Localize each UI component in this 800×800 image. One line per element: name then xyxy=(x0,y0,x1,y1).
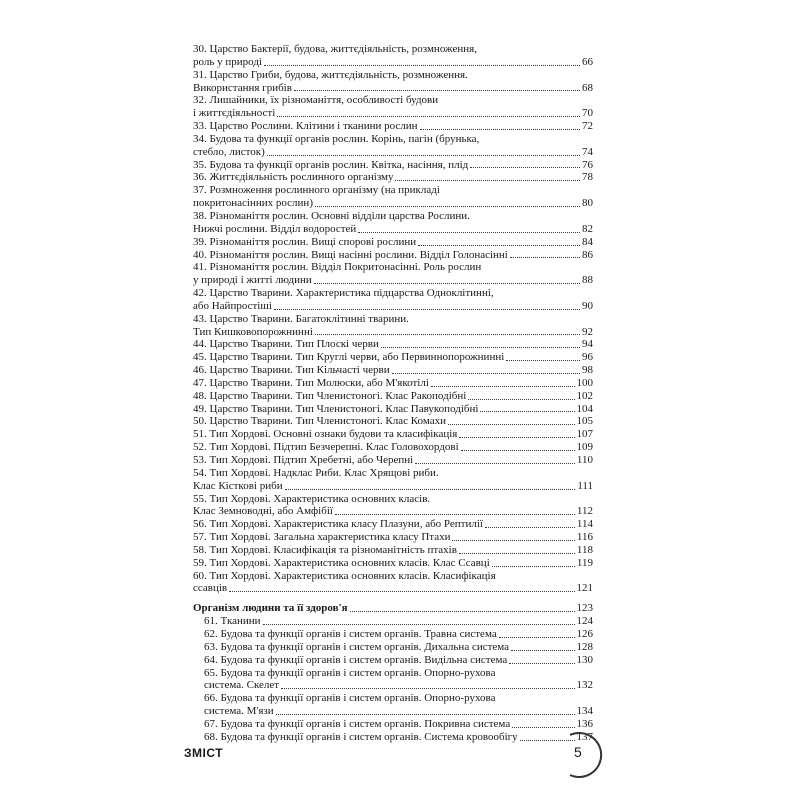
toc-entry-title: 49. Царство Тварини. Тип Членистоногі. Клас Павукоподібні xyxy=(193,402,479,415)
dot-leader xyxy=(418,244,580,246)
table-of-contents xyxy=(193,43,593,744)
toc-entry-title: 50. Царство Тварини. Тип Членистоногі. Клас Комахи xyxy=(193,415,446,428)
toc-entry-title: 32. Лишайники, їх різноманіття, особливості будови xyxy=(193,94,439,107)
toc-entry-line xyxy=(193,287,593,300)
toc-entry xyxy=(193,557,593,570)
toc-entry xyxy=(193,628,593,641)
toc-entry-page: 111 xyxy=(577,479,593,492)
toc-entry-page: 107 xyxy=(576,428,593,441)
toc-entry-line xyxy=(193,654,593,667)
toc-entry xyxy=(193,249,593,262)
toc-entry-page: 137 xyxy=(576,730,593,743)
toc-entry-title: 63. Будова та функції органів і систем органів. Дихальна система xyxy=(204,640,510,653)
toc-entry-page: 109 xyxy=(576,441,593,454)
dot-leader xyxy=(358,231,580,233)
dot-leader xyxy=(448,423,575,425)
toc-entry-line xyxy=(193,146,593,159)
toc-entry xyxy=(193,184,593,210)
dot-leader xyxy=(420,128,580,130)
toc-entry xyxy=(193,570,593,596)
dot-leader xyxy=(395,179,580,181)
toc-entry-line xyxy=(193,731,593,744)
toc-entry-title: 39. Різноманіття рослин. Вищі спорові рослини xyxy=(193,235,417,248)
toc-entry-page: 116 xyxy=(576,531,593,544)
toc-entry-page: 130 xyxy=(576,653,593,666)
toc-entry xyxy=(193,731,593,744)
toc-entry-title: 40. Різноманіття рослин. Вищі насінні рослини. Відділ Голонасінні xyxy=(193,248,508,261)
toc-entry-title: стебло, листок) xyxy=(193,145,265,158)
toc-entry-line xyxy=(193,133,593,146)
toc-entry-line xyxy=(193,159,593,172)
dot-leader xyxy=(470,166,580,168)
toc-entry-line xyxy=(193,171,593,184)
toc-entry-title: 36. Життєдіяльність рослинного організму xyxy=(193,171,394,184)
toc-entry-line xyxy=(193,718,593,731)
toc-entry-title: покритонасінних рослин) xyxy=(193,197,313,210)
toc-entry-page: 86 xyxy=(582,248,593,261)
dot-leader xyxy=(485,526,575,528)
toc-entry-page: 124 xyxy=(576,615,593,628)
toc-entry-title: 56. Тип Хордові. Характеристика класу Плазуни, або Рептилії xyxy=(193,518,483,531)
toc-entry xyxy=(193,403,593,416)
toc-entry xyxy=(193,159,593,172)
toc-entry-title: Використання грибів xyxy=(193,81,292,94)
dot-leader xyxy=(509,662,574,664)
toc-entry-line xyxy=(193,56,593,69)
toc-entry xyxy=(193,493,593,519)
toc-entry-title: 38. Різноманіття рослин. Основні відділи царства Рослини. xyxy=(193,209,470,222)
toc-entry-title: у природі і житті людини xyxy=(193,274,312,287)
dot-leader xyxy=(264,64,580,66)
dot-leader xyxy=(267,154,580,156)
dot-leader xyxy=(461,449,575,451)
toc-entry xyxy=(193,390,593,403)
dot-leader xyxy=(459,552,575,554)
toc-entry-title: 41. Різноманіття рослин. Відділ Покритонасінні. Роль рослин xyxy=(193,261,482,274)
toc-entry-title: 43. Царство Тварини. Багатоклітинні тварини. xyxy=(193,312,409,325)
toc-entry-title: 42. Царство Тварини. Характеристика підцарства Одноклітинні, xyxy=(193,287,494,300)
dot-leader xyxy=(510,256,580,258)
toc-entry-line xyxy=(193,692,593,705)
dot-leader xyxy=(415,462,575,464)
toc-section-heading xyxy=(193,602,593,615)
toc-entry-page: 74 xyxy=(582,145,593,158)
toc-entry xyxy=(193,171,593,184)
toc-entry-line xyxy=(193,705,593,718)
toc-entry-line xyxy=(193,223,593,236)
toc-entry xyxy=(193,467,593,493)
toc-entry-line xyxy=(193,467,593,480)
toc-entry xyxy=(193,692,593,718)
dot-leader xyxy=(315,205,580,207)
toc-entry-title: або Найпростіші xyxy=(193,299,272,312)
toc-entry-title: система. Скелет xyxy=(204,679,280,692)
toc-entry-line xyxy=(193,679,593,692)
dot-leader xyxy=(276,713,575,715)
toc-entry-line xyxy=(193,628,593,641)
toc-entry-page: 68 xyxy=(582,81,593,94)
toc-entry-line xyxy=(193,120,593,133)
toc-entry-line xyxy=(193,82,593,95)
toc-entry-title: 35. Будова та функції органів рослин. Квітка, насіння, плід xyxy=(193,158,469,171)
toc-entry-title: 53. Тип Хордові. Підтип Хребетні, або Черепні xyxy=(193,454,414,466)
toc-entry-line xyxy=(193,428,593,441)
dot-leader xyxy=(392,372,580,374)
toc-entry-title: 52. Тип Хордові. Підтип Безчерепні. Клас Головохордові xyxy=(193,441,459,454)
toc-entry-page: 80 xyxy=(582,197,593,210)
toc-entry-page: 118 xyxy=(576,543,593,556)
toc-entry-line xyxy=(193,326,593,339)
toc-entry-line xyxy=(193,390,593,403)
toc-entry-title: 44. Царство Тварини. Тип Плоскі черви xyxy=(193,338,379,351)
dot-leader xyxy=(499,636,575,638)
toc-entry-page: 88 xyxy=(582,274,593,287)
toc-entry-line xyxy=(193,94,593,107)
toc-entry-line xyxy=(193,210,593,223)
section-title: Організм людини та її здоров'я xyxy=(193,602,348,615)
toc-entry-title: 48. Царство Тварини. Тип Членистоногі. Клас Ракоподібні xyxy=(193,389,467,402)
toc-entry-title: Нижчі рослини. Відділ водоростей xyxy=(193,222,357,235)
dot-leader xyxy=(431,385,575,387)
toc-entry xyxy=(193,544,593,557)
toc-entry xyxy=(193,531,593,544)
dot-leader xyxy=(468,398,574,400)
toc-entry-page: 70 xyxy=(582,107,593,120)
toc-entry-page: 128 xyxy=(576,640,593,653)
footer-section-label: ЗМІСТ xyxy=(184,746,224,760)
toc-entry-page: 96 xyxy=(582,351,593,364)
toc-entry-page: 126 xyxy=(576,627,593,640)
toc-entry-page: 102 xyxy=(576,389,593,402)
toc-entry xyxy=(193,351,593,364)
dot-leader xyxy=(294,89,580,91)
toc-entry xyxy=(193,441,593,454)
dot-leader xyxy=(459,436,574,438)
toc-entry-line xyxy=(193,415,593,428)
toc-entry-title: 54. Тип Хордові. Надклас Риби. Клас Хрящові риби. xyxy=(193,466,439,479)
toc-entry-title: 51. Тип Хордові. Основні ознаки будови та класифікація xyxy=(193,428,458,441)
toc-entry xyxy=(193,210,593,236)
toc-entry-title: 61. Тканини xyxy=(204,615,261,628)
toc-entry-line xyxy=(193,300,593,313)
toc-entry-page: 82 xyxy=(582,222,593,235)
toc-entry-title: Клас Земноводні, або Амфібії xyxy=(193,505,333,518)
toc-entry-line xyxy=(193,351,593,364)
toc-entry-title: система. М'язи xyxy=(204,705,274,718)
toc-entry xyxy=(193,654,593,667)
toc-entry xyxy=(193,377,593,390)
toc-entry-page: 119 xyxy=(576,556,593,569)
toc-entry xyxy=(193,518,593,531)
section-page: 123 xyxy=(576,602,593,615)
toc-entry-line xyxy=(193,641,593,654)
toc-entry-line xyxy=(193,505,593,518)
toc-entry-page: 76 xyxy=(582,158,593,171)
toc-entry-line xyxy=(193,531,593,544)
dot-leader xyxy=(229,590,574,592)
toc-entry-page: 100 xyxy=(576,376,593,389)
page-number-arc-decoration xyxy=(560,730,610,780)
toc-entry-page: 110 xyxy=(576,454,593,466)
page-number: 5 xyxy=(574,744,582,760)
toc-entry-page: 112 xyxy=(576,505,593,518)
toc-entry-line xyxy=(193,454,593,467)
toc-entry-title: 46. Царство Тварини. Тип Кільчасті черви xyxy=(193,364,390,377)
toc-entry xyxy=(193,261,593,287)
toc-entry-line xyxy=(193,236,593,249)
toc-entry-page: 66 xyxy=(582,55,593,68)
toc-entry-title: 59. Тип Хордові. Характеристика основних класів. Клас Ссавці xyxy=(193,556,490,569)
toc-entry xyxy=(193,43,593,69)
toc-entry-page: 92 xyxy=(582,325,593,338)
dot-leader xyxy=(314,282,580,284)
toc-entry-title: 30. Царство Бактерії, будова, життєдіяльність, розмноження, xyxy=(193,43,477,55)
toc-entry xyxy=(193,120,593,133)
toc-entry-line xyxy=(193,480,593,493)
dot-leader xyxy=(506,359,580,361)
dot-leader xyxy=(263,623,575,625)
toc-entry-line xyxy=(193,313,593,326)
toc-entry-line xyxy=(193,69,593,82)
toc-entry-title: 62. Будова та функції органів і систем органів. Травна система xyxy=(204,627,497,640)
toc-entry-title: 68. Будова та функції органів і систем органів. Система кровообігу xyxy=(204,730,518,743)
toc-entry-title: 37. Розмноження рослинного організму (на прикладі xyxy=(193,184,440,197)
dot-leader xyxy=(277,115,580,117)
toc-entry-page: 78 xyxy=(582,171,593,184)
toc-entry-title: ссавців xyxy=(193,582,228,595)
toc-entry-line xyxy=(193,615,593,628)
toc-entry-page: 72 xyxy=(582,120,593,133)
dot-leader xyxy=(274,308,580,310)
toc-entry xyxy=(193,69,593,95)
dot-leader xyxy=(315,333,580,335)
toc-entry-line xyxy=(193,570,593,583)
toc-entry-line xyxy=(193,274,593,287)
toc-entry xyxy=(193,133,593,159)
dot-leader xyxy=(480,410,574,412)
toc-entry-line xyxy=(193,377,593,390)
toc-entry-page: 104 xyxy=(576,402,593,415)
toc-entry xyxy=(193,667,593,693)
toc-entry-line xyxy=(193,518,593,531)
toc-entry-title: 66. Будова та функції органів і систем органів. Опорно-рухова xyxy=(204,692,496,705)
toc-entry-title: 55. Тип Хордові. Характеристика основних класів. xyxy=(193,492,431,505)
toc-entry-page: 121 xyxy=(576,582,593,595)
toc-entry xyxy=(193,287,593,313)
toc-entry-line xyxy=(193,197,593,210)
toc-entry-title: 60. Тип Хордові. Характеристика основних класів. Класифікація xyxy=(193,569,496,582)
toc-entry-title: 67. Будова та функції органів і систем органів. Покривна система xyxy=(204,717,511,730)
toc-entry-title: Клас Кісткові риби xyxy=(193,479,283,492)
toc-entry xyxy=(193,364,593,377)
toc-entry-line xyxy=(193,261,593,274)
toc-entry-line xyxy=(193,249,593,262)
toc-entry-line xyxy=(193,667,593,680)
dot-leader xyxy=(512,726,574,728)
toc-entry-title: і життєдіяльності xyxy=(193,107,276,120)
dot-leader xyxy=(452,539,574,541)
toc-entry xyxy=(193,718,593,731)
toc-entry-page: 136 xyxy=(576,717,593,730)
toc-entry-line xyxy=(193,107,593,120)
dot-leader xyxy=(381,346,580,348)
toc-entry-title: 31. Царство Гриби, будова, життєдіяльність, розмноження. xyxy=(193,68,468,81)
toc-entry-page: 105 xyxy=(576,415,593,428)
toc-entry xyxy=(193,236,593,249)
dot-leader xyxy=(285,488,576,490)
toc-entry-line xyxy=(193,338,593,351)
toc-entry-page: 84 xyxy=(582,235,593,248)
toc-entry-page: 98 xyxy=(582,364,593,377)
toc-entry xyxy=(193,313,593,339)
toc-entry-title: Тип Кишковопорожнинні xyxy=(193,325,313,338)
toc-entry xyxy=(193,338,593,351)
toc-entry-title: 33. Царство Рослини. Клітини і тканини рослин xyxy=(193,120,418,133)
toc-entry-title: 45. Царство Тварини. Тип Круглі черви, або Первиннопорожнинні xyxy=(193,351,505,364)
toc-entry-line xyxy=(193,364,593,377)
toc-entry-page: 134 xyxy=(576,705,593,718)
toc-entry-title: 64. Будова та функції органів і систем органів. Видільна система xyxy=(204,653,508,666)
toc-entry xyxy=(193,641,593,654)
toc-entry-title: 58. Тип Хордові. Класифікація та різноманітність птахів xyxy=(193,543,457,556)
toc-entry-title: 57. Тип Хордові. Загальна характеристика класу Птахи xyxy=(193,531,451,544)
dot-leader xyxy=(492,565,575,567)
toc-entry-line xyxy=(193,557,593,570)
toc-entry-page: 94 xyxy=(582,338,593,351)
dot-leader xyxy=(350,610,575,612)
toc-entry-page: 90 xyxy=(582,299,593,312)
toc-entry-line xyxy=(193,493,593,506)
toc-entry xyxy=(193,454,593,467)
toc-entry-title: 47. Царство Тварини. Тип Молюски, або М'якотілі xyxy=(193,376,429,389)
dot-leader xyxy=(335,513,575,515)
toc-entry-page: 132 xyxy=(576,679,593,692)
toc-entry-title: 34. Будова та функції органів рослин. Корінь, пагін (брунька, xyxy=(193,132,480,145)
toc-entry-page: 114 xyxy=(576,518,593,531)
toc-entry xyxy=(193,94,593,120)
dot-leader xyxy=(281,687,574,689)
toc-entry-line xyxy=(193,544,593,557)
toc-entry xyxy=(193,428,593,441)
toc-entry-line xyxy=(193,582,593,595)
dot-leader xyxy=(511,649,574,651)
toc-entry xyxy=(193,415,593,428)
toc-entry-title: 65. Будова та функції органів і систем органів. Опорно-рухова xyxy=(204,666,496,679)
toc-entry-title: роль у природі xyxy=(193,55,262,68)
toc-entry-line xyxy=(193,403,593,416)
toc-entry-line xyxy=(193,441,593,454)
toc-entry xyxy=(193,615,593,628)
toc-entry-line xyxy=(193,43,593,56)
toc-entry-line xyxy=(193,184,593,197)
